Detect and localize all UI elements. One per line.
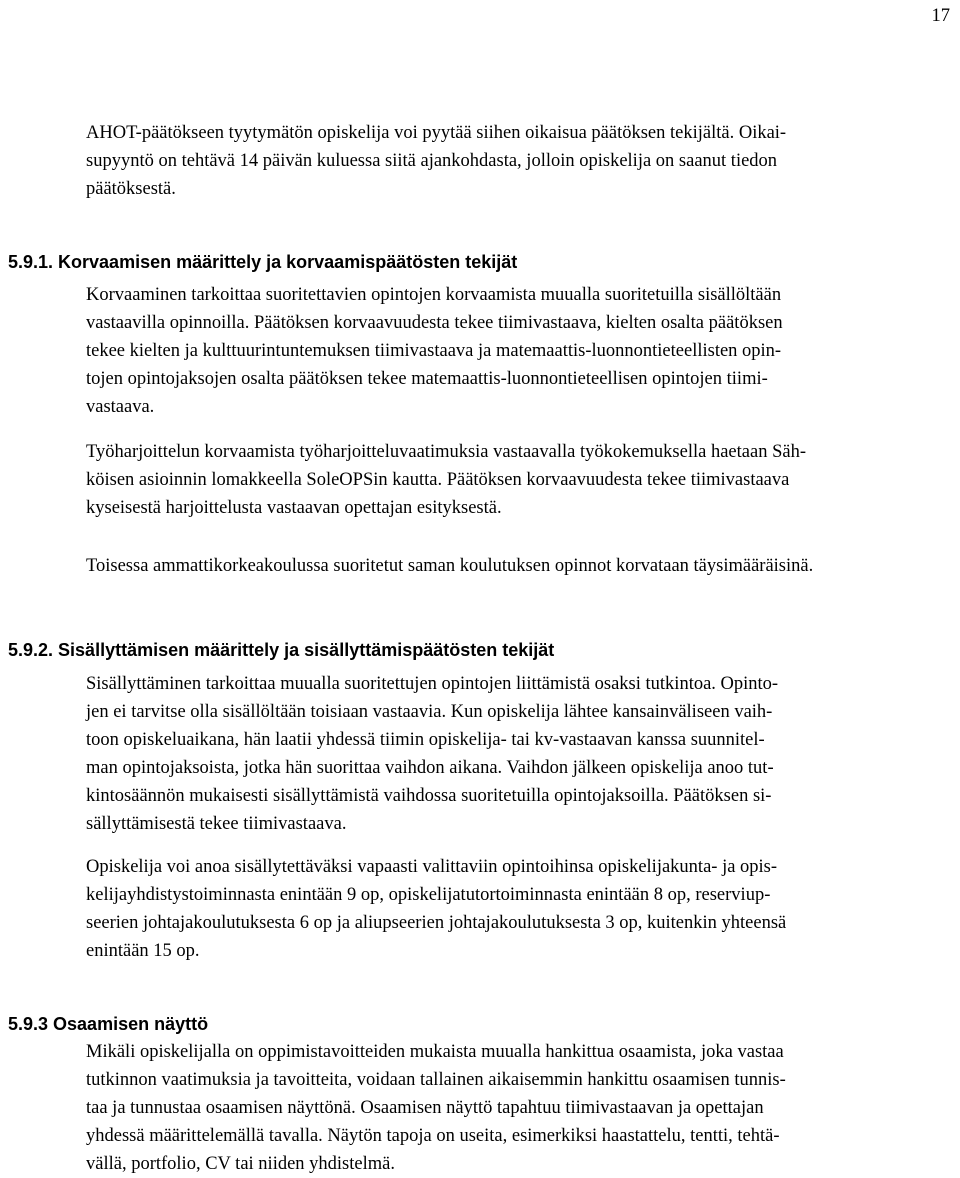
text-line: Opiskelija voi anoa sisällytettäväksi vapaasti valittaviin opintoihinsa opiskelijakunta- ja opis- bbox=[86, 857, 778, 877]
text-line: Mikäli opiskelijalla on oppimistavoitteiden mukaista muualla hankittua osaamista, joka vastaa bbox=[86, 1042, 784, 1062]
text-line: yhdessä määrittelemällä tavalla. Näytön tapoja on useita, esimerkiksi haastattelu, tentti, tehtä- bbox=[86, 1126, 780, 1146]
text-line: toon opiskeluaikana, hän laatii yhdessä tiimin opiskelija- tai kv-vastaavan kanssa suunnitel- bbox=[86, 730, 765, 750]
text-line: kintosäännön mukaisesti sisällyttämistä vaihdossa suoritetuilla opintojaksoilla. Päätöksen si- bbox=[86, 786, 772, 806]
section-heading-593: 5.9.3 Osaamisen näyttö bbox=[8, 1014, 209, 1034]
text-line: tekee kielten ja kulttuurintuntemuksen tiimivastaava ja matemaattis-luonnontieteellisten opin- bbox=[86, 341, 782, 361]
section-593-paragraph-1 bbox=[86, 1038, 954, 1178]
text-line: Työharjoittelun korvaamista työharjoitteluvaatimuksia vastaavalla työkokemuksella haetaan Säh- bbox=[86, 442, 806, 462]
text-line: köisen asioinnin lomakkeella SoleOPSin kautta. Päätöksen korvaavuudesta tekee tiimivastaava bbox=[86, 470, 790, 490]
section-heading-592: 5.9.2. Sisällyttämisen määrittely ja sisällyttämispäätösten tekijät bbox=[8, 640, 555, 660]
text-line: supyyntö on tehtävä 14 päivän kuluessa siitä ajankohdasta, jolloin opiskelija on saanut tiedon bbox=[86, 151, 778, 171]
text-line: jen ei tarvitse olla sisällöltään toisiaan vastaavia. Kun opiskelija lähtee kansainväliseen vaih- bbox=[86, 702, 773, 722]
text-line: seerien johtajakoulutuksesta 6 op ja aliupseerien johtajakoulutuksesta 3 op, kuitenkin yhteensä bbox=[86, 913, 787, 933]
text-line: vastaava. bbox=[86, 397, 155, 417]
text-line: Sisällyttäminen tarkoittaa muualla suoritettujen opintojen liittämistä osaksi tutkintoa. Opinto- bbox=[86, 674, 779, 694]
section-592-paragraph-2 bbox=[86, 853, 954, 965]
text-line: enintään 15 op. bbox=[86, 941, 200, 961]
section-592-paragraph-1 bbox=[86, 670, 954, 838]
text-line: AHOT-päätökseen tyytymätön opiskelija voi pyytää siihen oikaisua päätöksen tekijältä. Oikai- bbox=[86, 123, 787, 143]
text-line: kyseisestä harjoittelusta vastaavan opettajan esityksestä. bbox=[86, 498, 502, 518]
text-line: Toisessa ammattikorkeakoulussa suoritetut saman koulutuksen opinnot korvataan täysimääräisinä. bbox=[86, 556, 814, 576]
text-line: tojen opintojaksojen osalta päätöksen tekee matemaattis-luonnontieteellisen opintojen tiimi- bbox=[86, 369, 768, 389]
text-line: kelijayhdistystoiminnasta enintään 9 op, opiskelijatutortoiminnasta enintään 8 op, reserviup- bbox=[86, 885, 771, 905]
text-line: Korvaaminen tarkoittaa suoritettavien opintojen korvaamista muualla suoritetuilla sisällöltään bbox=[86, 285, 782, 305]
text-line: vällä, portfolio, CV tai niiden yhdistelmä. bbox=[86, 1154, 395, 1174]
text-line: taa ja tunnustaa osaamisen näyttönä. Osaamisen näyttö tapahtuu tiimivastaavan ja opettajan bbox=[86, 1098, 764, 1118]
text-line: vastaavilla opinnoilla. Päätöksen korvaavuudesta tekee tiimivastaava, kielten osalta päätöksen bbox=[86, 313, 783, 333]
text-line: man opintojaksoista, jotka hän suorittaa vaihdon aikana. Vaihdon jälkeen opiskelija anoo tut- bbox=[86, 758, 774, 778]
text-line: sällyttämisestä tekee tiimivastaava. bbox=[86, 814, 347, 834]
text-line: päätöksestä. bbox=[86, 179, 176, 199]
intro-paragraph bbox=[86, 119, 954, 203]
section-591-paragraph-3 bbox=[86, 552, 954, 580]
page-number: 17 bbox=[931, 6, 950, 26]
text-line: tutkinnon vaatimuksia ja tavoitteita, voidaan tallainen aikaisemmin hankittu osaamisen tunnis- bbox=[86, 1070, 786, 1090]
section-591-paragraph-2 bbox=[86, 438, 954, 522]
section-591-paragraph-1 bbox=[86, 281, 954, 421]
section-heading-591: 5.9.1. Korvaamisen määrittely ja korvaamispäätösten tekijät bbox=[8, 252, 518, 272]
